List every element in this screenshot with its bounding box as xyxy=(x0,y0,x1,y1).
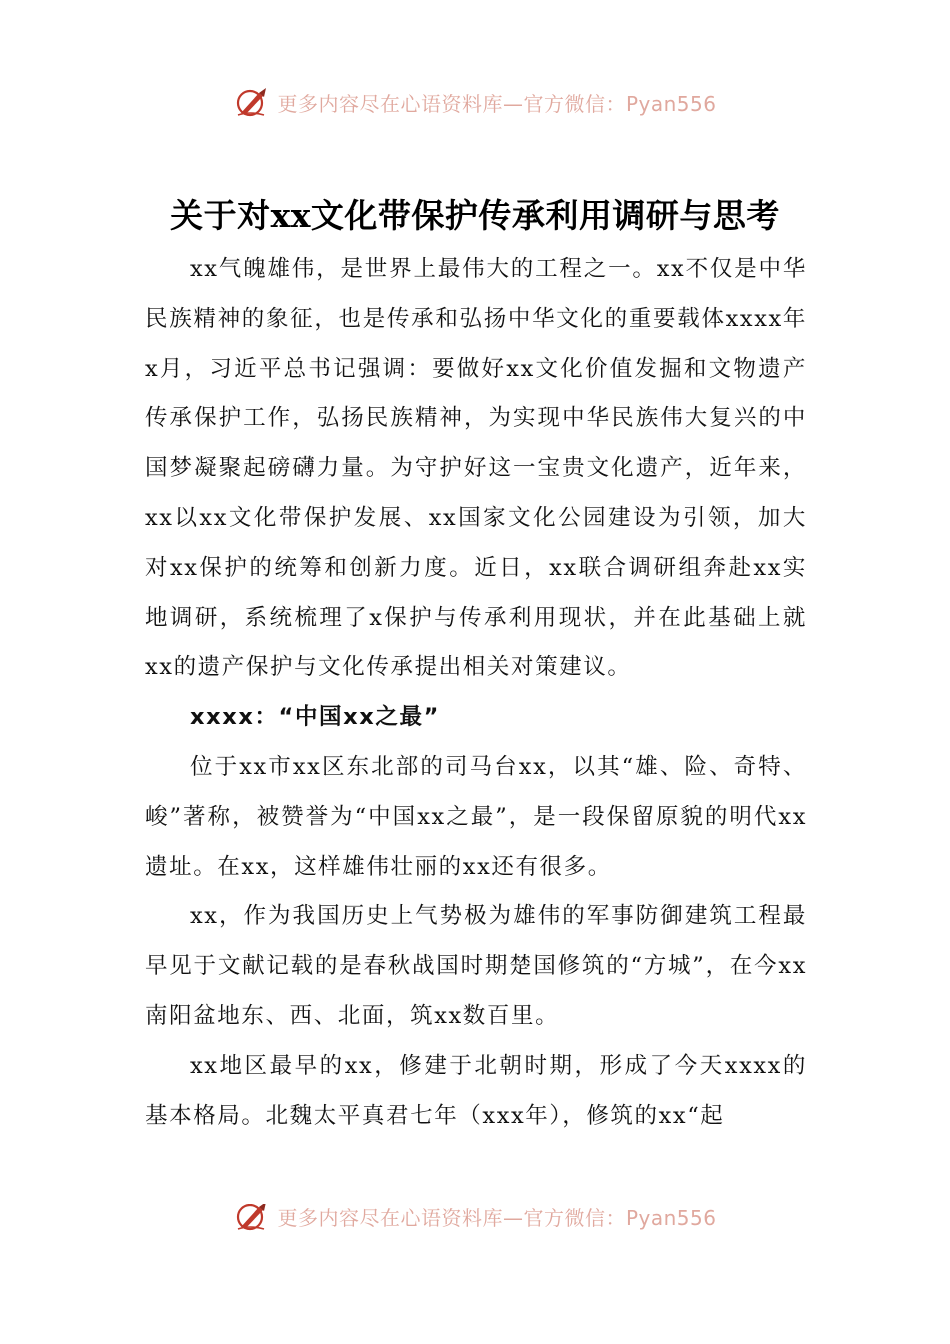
paragraph-intro: xx气魄雄伟，是世界上最伟大的工程之一。xx不仅是中华民族精神的象征，也是传承和弘扬中华文化的重要载体xxxx年x月，习近平总书记强调：要做好xx文化价值发掘和文物遗产传承保护工作，弘扬民族精神，为实现中华民族伟大复兴的中国梦凝聚起磅礴力量。为守护好这一宝贵文化遗产，近年来，xx以xx文化带保护发展、xx国家文化公园建设为引领，加大对xx保护的统筹和创新力度。近日，xx联合调研组奔赴xx实地调研，系统梳理了x保护与传承利用现状，并在此基础上就xx的遗产保护与文化传承提出相关对策建议。 xyxy=(145,256,807,681)
watermark-text: 更多内容尽在心语资料库—官方微信：Pyan556 xyxy=(277,1205,717,1230)
document-title: 关于对xx文化带保护传承利用调研与思考 xyxy=(170,196,780,235)
section-heading: xxxx：“中国xx之最” xyxy=(190,704,440,731)
watermark-text: 更多内容尽在心语资料库—官方微信：Pyan556 xyxy=(277,91,717,116)
watermark-banner-top xyxy=(0,82,950,122)
paragraph-simatai: 位于xx市xx区东北部的司马台xx，以其“雄、险、奇特、峻”著称，被赞誉为“中国xx之最”，是一段保留原貌的明代xx遗址。在xx，这样雄伟壮丽的xx还有很多。 xyxy=(145,753,807,880)
watermark-banner-bottom xyxy=(0,1204,950,1240)
paragraph-fangcheng: xx，作为我国历史上气势极为雄伟的军事防御建筑工程最早见于文献记载的是春秋战国时期楚国修筑的“方城”，在今xx南阳盆地东、西、北面，筑xx数百里。 xyxy=(145,903,807,1029)
document-body xyxy=(145,245,807,1141)
pen-logo-icon xyxy=(233,1204,271,1234)
paragraph-earliest: xx地区最早的xx，修建于北朝时期，形成了今天xxxx的基本格局。北魏太平真君七年（xxx年），修筑的xx“起 xyxy=(145,1052,807,1129)
pen-logo-icon xyxy=(233,84,271,120)
